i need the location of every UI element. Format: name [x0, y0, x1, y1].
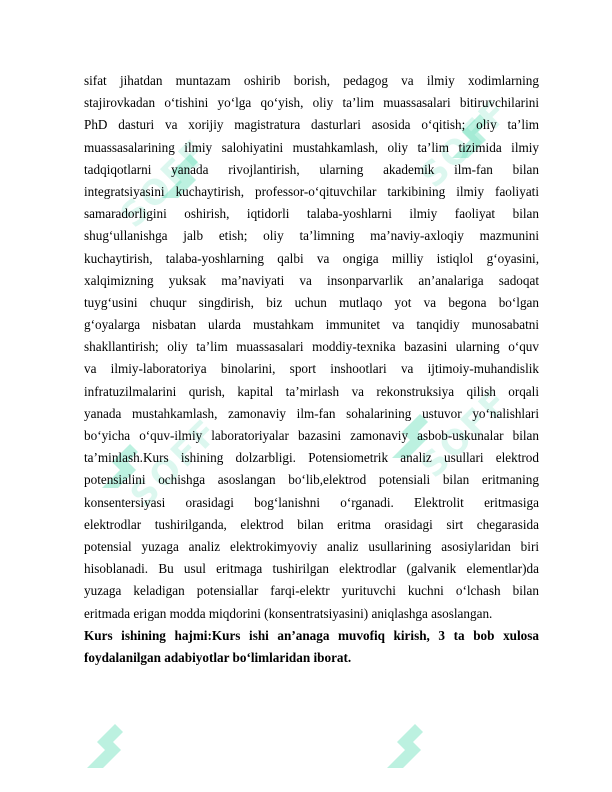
body-line: yuzaga keladigan potensiallar farqi-elektr yurituvchi kuchni o‘lchash bilan — [84, 583, 539, 599]
body-line: stajirovkadan o‘tishini yo‘lga qo‘yish, oliy ta’lim muassasalari bitiruvchilarini — [84, 95, 539, 111]
body-line: tuyg‘usini chuqur singdirish, biz uchun mutlaqo yot va begona bo‘lgan — [84, 294, 539, 310]
body-line: hisoblanadi. Bu usul eritmaga tushirilgan elektrodlar (galvanik elementlar)da — [84, 561, 539, 577]
body-line: konsentersiyasi orasidagi bog‘lanishni o‘rganadi. Elektrolit eritmasiga — [84, 494, 539, 510]
body-line: potensialini ochishga asoslangan bo‘lib,elektrod potensiali bilan eritmaning — [84, 472, 539, 488]
body-line: PhD dasturi va xorijiy magistratura dasturlari asosida o‘qitish; oliy ta’lim — [84, 117, 539, 133]
body-line: bo‘yicha o‘quv-ilmiy laboratoriyalar bazasini zamonaviy asbob-uskunalar bilan — [84, 428, 539, 443]
course-size-heading: Kurs ishining hajmi:Kurs ishi an’anaga muvofiq kirish, 3 ta bob xulosa — [84, 627, 539, 643]
body-line: infratuzilmalarini qurish, kapital ta’mirlash va rekonstruksiya qilish orqali — [84, 383, 539, 399]
body-line: sifat jihatdan muntazam oshirib borish, pedagog va ilmiy xodimlarning — [84, 73, 539, 88]
body-line: tadqiqotlarni yanada rivojlantirish, ularning akademik ilm-fan bilan — [84, 161, 539, 177]
body-line: potensial yuzaga analiz elektrokimyoviy analiz usullarining asosiylaridan biri — [84, 538, 539, 554]
watermark-text: SOFF — [122, 411, 228, 516]
body-line: muassasalarining ilmiy salohiyatini mustahkamlash, oliy ta’lim tizimida ilmiy — [84, 139, 539, 155]
soff-logo-icon — [75, 720, 135, 780]
watermark-text: SOFF — [112, 131, 218, 236]
soff-logo-icon — [375, 720, 435, 780]
course-size-heading: foydalanilgan adabiyotlar bo‘limlaridan iborat. — [84, 649, 352, 665]
document-body — [84, 70, 539, 669]
body-line: shakllantirish; oliy ta’lim muassasalari moddiy-texnika bazasini ularning o‘quv — [84, 339, 539, 355]
body-line: g‘oyalarga nisbatan ularda mustahkam immunitet va tanqidiy munosabatni — [84, 317, 539, 333]
body-line: eritmada erigan modda miqdorini (konsentratsiyasini) aniqlashga asoslangan. — [84, 605, 493, 621]
body-line: samaradorligini oshirish, iqtidorli talaba-yoshlarni ilmiy faoliyat bilan — [84, 206, 539, 222]
body-line: integratsiyasini kuchaytirish, professor-o‘qituvchilar tarkibining ilmiy faoliyati — [84, 183, 539, 199]
body-line: va ilmiy-laboratoriya binolarini, sport inshootlari va ijtimoiy-muhandislik — [84, 361, 539, 377]
body-line: kuchaytirish, talaba-yoshlarning qalbi va ongiga milliy istiqlol g‘oyasini, — [84, 250, 539, 266]
watermark-text: SOFF — [412, 91, 518, 196]
body-line: shug‘ullanishga jalb etish; oliy ta’limning ma’naviy-axloqiy mazmunini — [84, 228, 539, 244]
body-line: xalqimizning yuksak ma’naviyati va insonparvarlik an’analariga sadoqat — [84, 272, 539, 288]
body-line: yanada mustahkamlash, zamonaviy ilm-fan sohalarining ustuvor yo‘nalishlari — [84, 405, 539, 421]
watermark-text: SOFF — [412, 381, 518, 486]
body-line: ta’minlash.Kurs ishining dolzarbligi. Potensiometrik analiz usullari elektrod — [84, 450, 539, 466]
body-line: elektrodlar tushirilganda, elektrod bilan eritma orasidagi sirt chegarasida — [84, 516, 539, 532]
